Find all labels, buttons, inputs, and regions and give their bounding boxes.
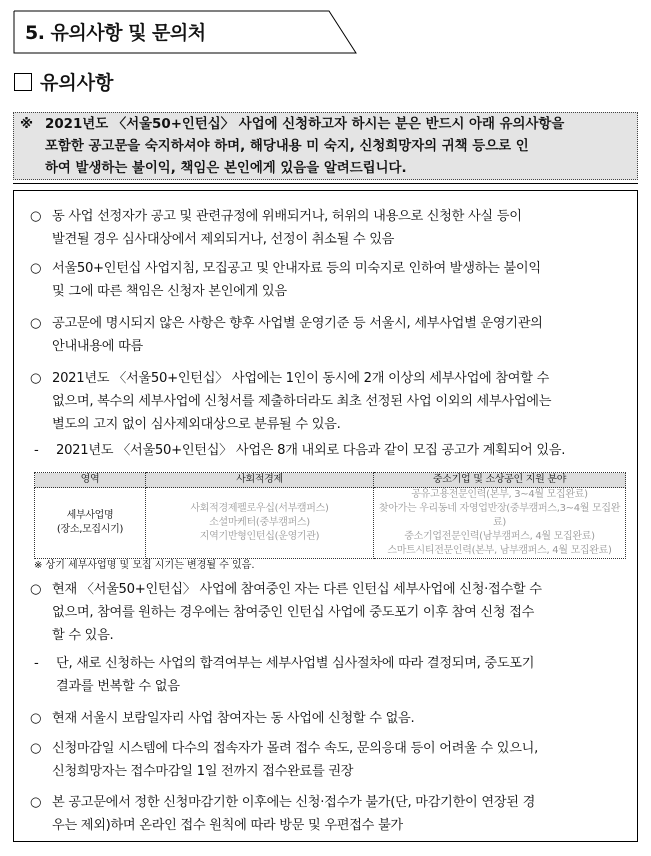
table-header: 중소기업 및 소상공인 지원 분야: [374, 473, 626, 488]
item-line: 공고문에 명시되지 않은 사항은 향후 사업별 운영기준 등 서울시, 세부사업별 운영기관의: [52, 316, 543, 331]
bullet-icon: ○: [30, 711, 42, 726]
item-line: 본 공고문에서 정한 신청마감기한 이후에는 신청·접수가 불가(단, 마감기한이 연장된 경: [52, 795, 536, 810]
subheading: [14, 68, 113, 95]
item-line: 현재 서울시 보람일자리 사업 참여자는 동 사업에 신청할 수 없음.: [52, 711, 415, 726]
heading-title: 5. 유의사항 및 문의처: [25, 22, 206, 44]
program-table: [34, 472, 626, 559]
item-line: 단, 새로 신청하는 사업의 합격여부는 세부사업별 심사절차에 따라 결정되며, 중도포기: [56, 656, 535, 671]
item-line: 신청희망자는 접수마감일 1일 전까지 접수완료를 권장: [52, 764, 354, 779]
item-line: 결과를 번복할 수 없음: [56, 679, 180, 694]
bullet-icon: -: [34, 656, 39, 671]
bullet-icon: -: [34, 443, 39, 458]
item-line: 2021년도 〈서울50+인턴십〉 사업에는 1인이 동시에 2개 이상의 세부사업에 참여할 수: [52, 371, 550, 386]
table-note: ※ 상기 세부사업명 및 모집 시기는 변경될 수 있음.: [34, 560, 255, 571]
square-icon: [14, 73, 32, 91]
list-item: [30, 707, 414, 730]
divider: [13, 183, 638, 184]
bullet-icon: ○: [30, 741, 42, 756]
bullet-icon: ○: [30, 795, 42, 810]
section-heading: [13, 10, 353, 52]
subheading-text: 유의사항: [40, 72, 114, 94]
reference-mark: ※: [20, 117, 34, 132]
row-label: 세부사업명 (장소,모집시기): [35, 488, 146, 559]
social-economy-cell: 사회적경제펠로우십(서부캠퍼스) 소셜마케터(중부캠퍼스) 지역기반형인턴십(운영기관): [146, 488, 374, 559]
list-item: [30, 257, 541, 303]
list-item: [30, 578, 542, 647]
notice-line: 하여 발생하는 불이익, 책임은 본인에게 있음을 알려드립니다.: [45, 161, 407, 176]
item-line: 없으며, 복수의 세부사업에 신청서를 제출하더라도 최초 선정된 사업 이외의 세부사업에는: [52, 394, 552, 409]
list-item: [34, 652, 534, 698]
list-item: [30, 312, 543, 358]
item-line: 우는 제외)하며 온라인 접수 원칙에 따라 방문 및 우편접수 불가: [52, 818, 403, 833]
bullet-icon: ○: [30, 316, 42, 331]
item-line: 발견될 경우 심사대상에서 제외되거나, 선정이 취소될 수 있음: [52, 232, 395, 247]
notice-box: [13, 112, 638, 180]
list-item: [30, 367, 551, 436]
bullet-icon: ○: [30, 209, 42, 224]
item-line: 신청마감일 시스템에 다수의 접속자가 몰려 접수 속도, 문의응대 등이 어려울 수 있으니,: [52, 741, 538, 756]
list-item: [34, 439, 565, 462]
notice-line: 2021년도 〈서울50+인턴십〉 사업에 신청하고자 하시는 분은 반드시 아래 유의사항을: [45, 117, 565, 132]
bullet-icon: ○: [30, 582, 42, 597]
item-line: 별도의 고지 없이 심사제외대상으로 분류될 수 있음.: [52, 417, 341, 432]
item-line: 할 수 있음.: [52, 628, 114, 643]
notes-box: [13, 190, 638, 842]
item-line: 현재 〈서울50+인턴십〉 사업에 참여중인 자는 다른 인턴십 세부사업에 신청·접수할 수: [52, 582, 542, 597]
item-line: 2021년도 〈서울50+인턴십〉 사업은 8개 내외로 다음과 같이 모집 공고가 계획되어 있음.: [56, 443, 566, 458]
list-item: [30, 791, 535, 837]
item-line: 없으며, 참여를 원하는 경우에는 참여중인 인턴십 사업에 중도포기 이후 참여 신청 접수: [52, 605, 535, 620]
sme-cell: 공유고용전문인력(본부, 3~4월 모집완료) 찾아가는 우리동네 자영업반장(중부캠퍼스,3~4월 모집완료) 중소기업전문인력(남부캠퍼스, 4월 모집완료) 스마트시티전문인력(본부, 남부캠퍼스, 4월 모집완료): [374, 488, 626, 559]
list-item: [30, 737, 538, 783]
table-header: 영역: [35, 473, 146, 488]
item-line: 및 그에 따른 책임은 신청자 본인에게 있음: [52, 284, 287, 299]
bullet-icon: ○: [30, 371, 42, 386]
item-line: 안내내용에 따름: [52, 339, 143, 354]
table-header: 사회적경제: [146, 473, 374, 488]
bullet-icon: ○: [30, 261, 42, 276]
list-item: [30, 205, 522, 251]
item-line: 서울50+인턴십 사업지침, 모집공고 및 안내자료 등의 미숙지로 인하여 발생하는 불이익: [52, 261, 541, 276]
notice-line: 포함한 공고문을 숙지하셔야 하며, 해당내용 미 숙지, 신청희망자의 귀책 등으로 인: [45, 139, 529, 154]
item-line: 동 사업 선정자가 공고 및 관련규정에 위배되거나, 허위의 내용으로 신청한 사실 등이: [52, 209, 522, 224]
